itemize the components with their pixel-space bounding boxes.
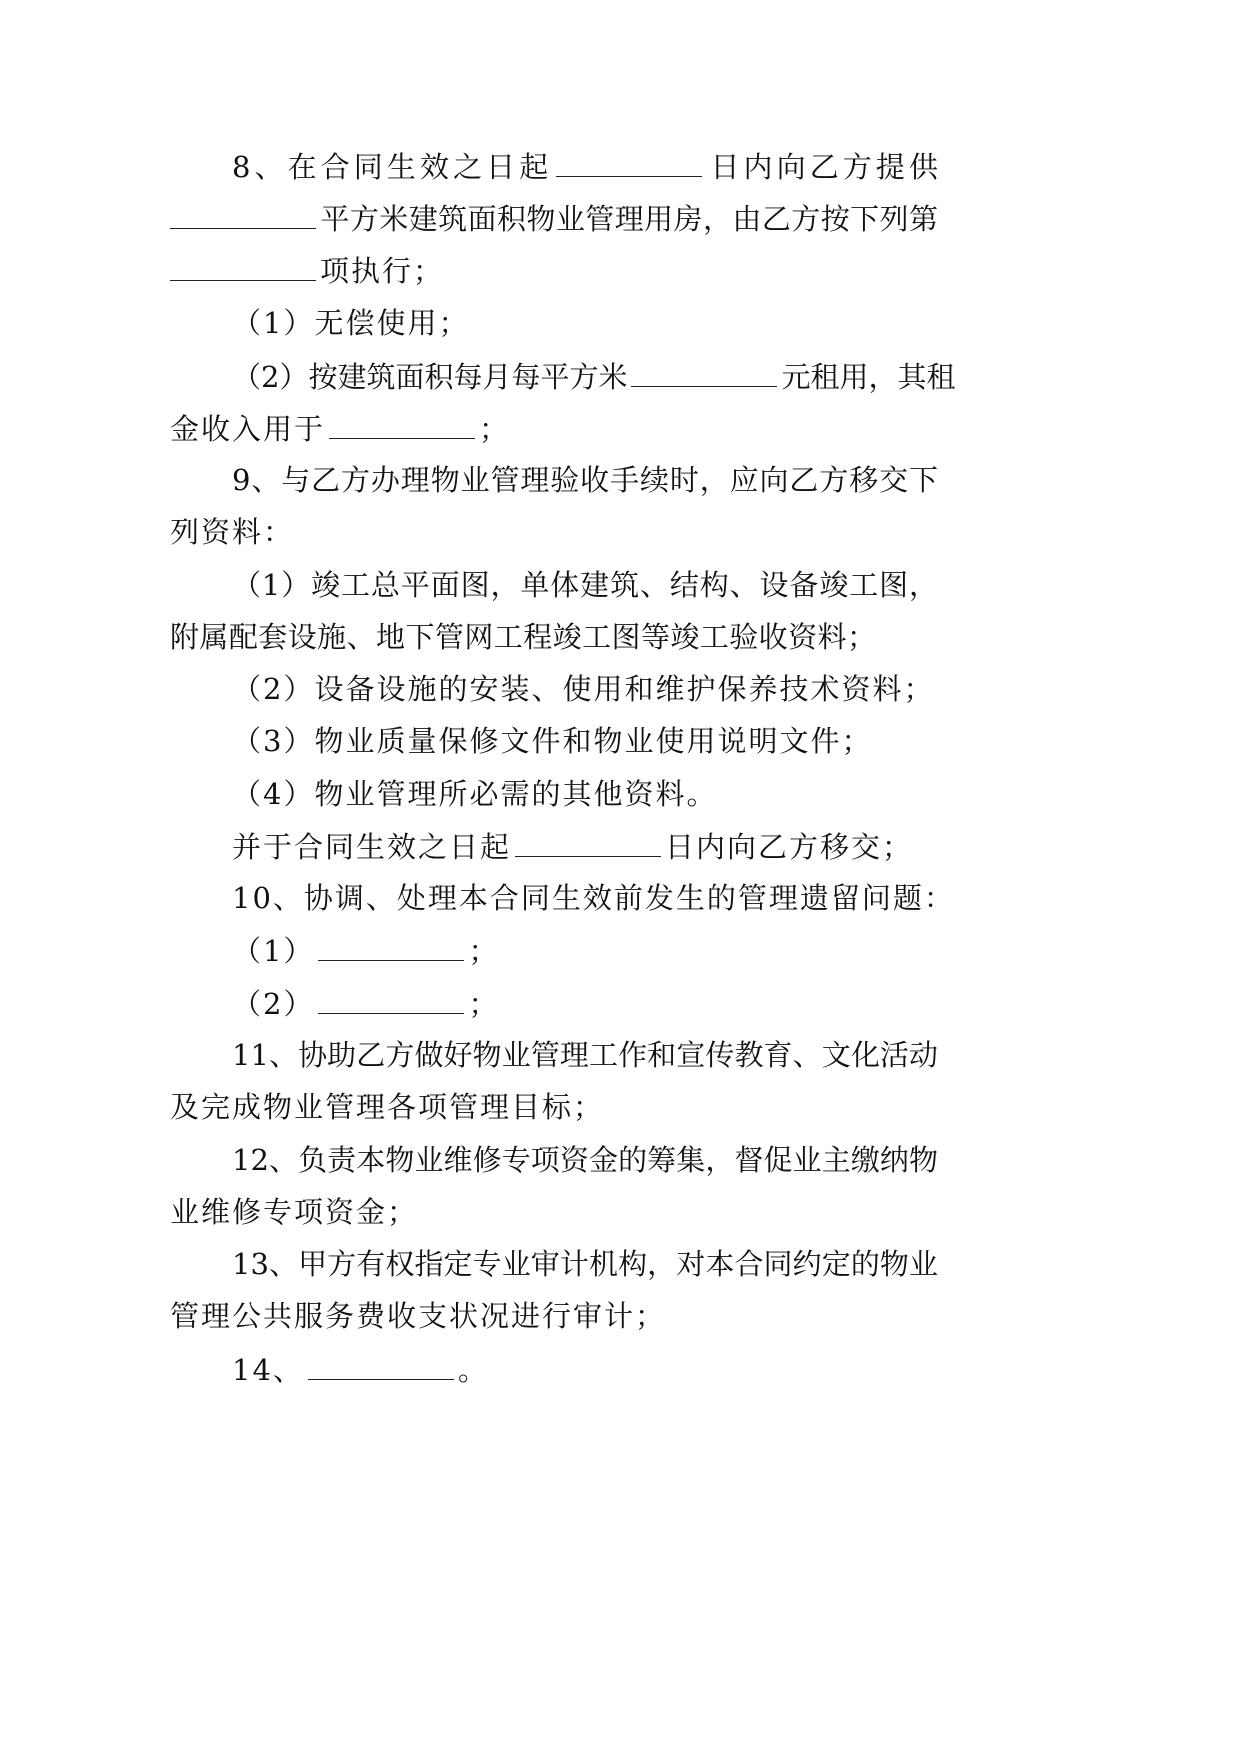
handover-text-a: 并于合同生效之日起: [232, 830, 512, 864]
item-13-line-1: [232, 1244, 938, 1284]
blank-field: [329, 408, 475, 439]
sub-item-end: ；: [468, 987, 500, 1021]
sub-item-end: ；: [468, 934, 500, 968]
item-8-text-b: 日内向乙方提供: [706, 150, 938, 184]
blank-field: [631, 356, 777, 387]
item-8-option-1: [232, 303, 469, 343]
blank-field: [556, 146, 702, 177]
item-8-line-3: [170, 250, 444, 290]
sub-item-text-cont: 附属配套设施、地下管网工程竣工图等竣工验收资料；: [170, 620, 876, 654]
item-9-line-1: [232, 460, 938, 500]
item-9-sub-2: [232, 669, 934, 709]
sub-item-number: （2）: [232, 987, 315, 1021]
blank-field: [308, 1349, 454, 1380]
item-10-text: 10、协调、处理本合同生效前发生的管理遗留问题：: [232, 881, 955, 915]
item-13-text: 13、甲方有权指定专业审计机构，对本合同约定的物业: [232, 1247, 938, 1281]
item-10-sub-1: [232, 930, 499, 970]
item-8-text-d: 项执行；: [320, 254, 445, 288]
option-text-d: ；: [479, 412, 511, 446]
item-9-sub-1: [232, 565, 938, 605]
option-text-c: 金收入用于: [170, 412, 326, 446]
sub-item-text: （4）物业管理所必需的其他资料。: [232, 777, 718, 811]
item-14-number: 14、: [232, 1353, 304, 1387]
item-8-text-c: 平方米建筑面积物业管理用房，由乙方按下列第: [320, 202, 938, 236]
item-9-line-2: [170, 512, 294, 552]
option-text-a: （2）按建筑面积每月每平方米: [232, 360, 628, 394]
sub-item-text: （2）设备设施的安装、使用和维护保养技术资料；: [232, 672, 935, 706]
blank-field: [318, 930, 464, 961]
sub-item-text: （1）竣工总平面图，单体建筑、结构、设备竣工图，: [232, 568, 938, 602]
item-9-text: 9、与乙方办理物业管理验收手续时，应向乙方移交下: [232, 463, 938, 497]
item-14-line: [232, 1349, 489, 1389]
item-11-line-1: [232, 1035, 938, 1075]
item-8-line-2: [170, 198, 938, 238]
option-text: （1）无偿使用；: [232, 306, 470, 340]
item-10-line-1: [232, 878, 955, 918]
item-9-sub-1-cont: [170, 617, 876, 657]
item-8-line-1: [232, 146, 938, 186]
blank-field: [170, 198, 316, 229]
option-text-b: 元租用，其租: [781, 360, 956, 394]
item-9-sub-3: [232, 721, 872, 761]
item-10-sub-2: [232, 983, 499, 1023]
blank-field: [170, 250, 316, 281]
item-12-line-1: [232, 1140, 938, 1180]
item-13-text-cont: 管理公共服务费收支状况进行审计；: [170, 1299, 667, 1333]
item-9-text-cont: 列资料：: [170, 515, 295, 549]
handover-text-b: 日内向乙方移交；: [665, 830, 914, 864]
item-8-option-2: [232, 356, 956, 396]
sub-item-text: （3）物业质量保修文件和物业使用说明文件；: [232, 724, 873, 758]
item-12-text: 12、负责本物业维修专项资金的筹集，督促业主缴纳物: [232, 1143, 938, 1177]
item-8-text-a: 8、在合同生效之日起: [232, 150, 553, 184]
blank-field: [515, 826, 661, 857]
item-11-line-2: [170, 1087, 604, 1127]
item-9-handover: [232, 826, 913, 866]
item-9-sub-4: [232, 774, 717, 814]
item-11-text-cont: 及完成物业管理各项管理目标；: [170, 1090, 605, 1124]
blank-field: [318, 983, 464, 1014]
item-12-line-2: [170, 1192, 418, 1232]
item-8-option-2-cont: [170, 408, 510, 448]
sub-item-number: （1）: [232, 934, 315, 968]
item-12-text-cont: 业维修专项资金；: [170, 1195, 419, 1229]
item-14-end: 。: [457, 1353, 489, 1387]
item-13-line-2: [170, 1296, 666, 1336]
item-11-text: 11、协助乙方做好物业管理工作和宣传教育、文化活动: [232, 1038, 938, 1072]
